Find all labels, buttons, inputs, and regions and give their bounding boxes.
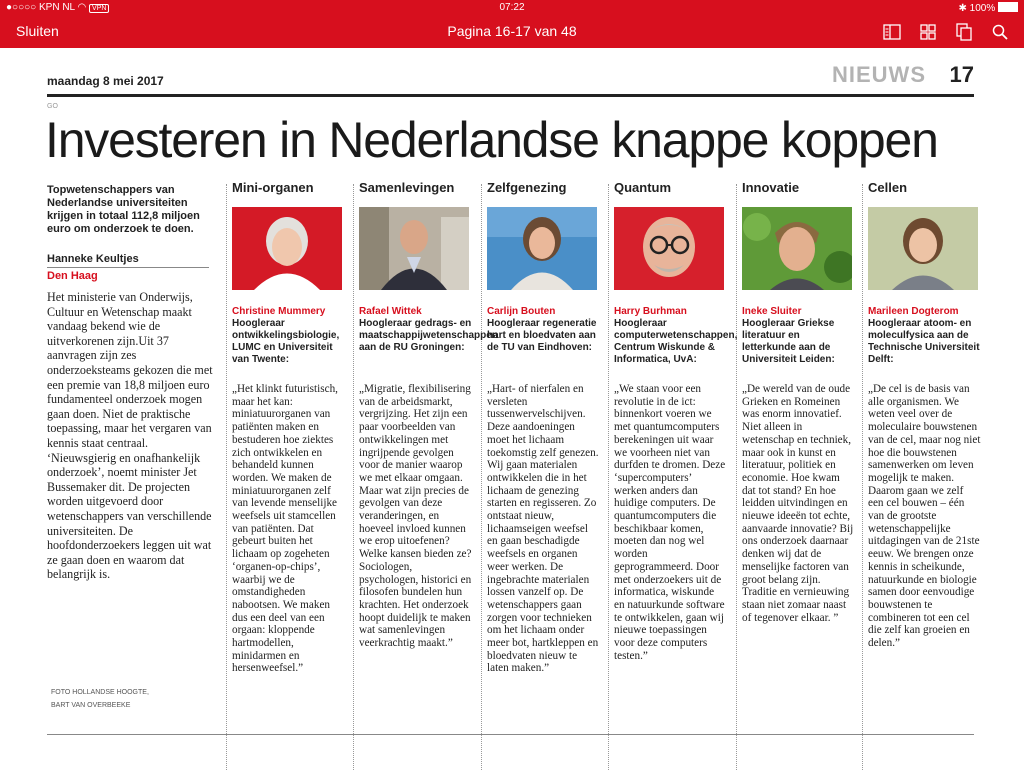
battery-percent: 100% — [969, 3, 996, 14]
column-divider — [481, 184, 483, 770]
column-topic: Quantum — [614, 180, 672, 195]
profile-role: Hoogleraar Griekse literatuur en letterkunde aan de Universiteit Leiden: — [742, 318, 835, 365]
profile-name: Marileen Dogterom — [868, 306, 959, 317]
profile-quote: „De cel is de basis van alle organismen. We weten veel over de moleculaire bouwstenen van de cel, maar nog niet hoe die bouwstenen samenwerken om leven mogelijk te maken. Daarom gaan we zelf een cel bouwen – één van de grootste wetenschappelijke uitdagingen van de 21ste eeuw. We brengen onze kennis in scheikunde, natuurkunde en biologie samen door eenvoudige bouwstenen te combineren tot een cel die zelf kan groeien en delen.” — [868, 383, 981, 650]
footer-rule — [47, 734, 974, 735]
photo-credit-line: BART VAN OVERBEEKE — [51, 702, 131, 709]
page-number: 17 — [949, 62, 974, 87]
photo-credit-line: FOTO HOLLANDSE HOOGTE, — [51, 689, 149, 696]
toolbar-tools — [882, 22, 1010, 42]
portrait-photo — [742, 207, 852, 290]
wifi-icon: ◠ — [77, 2, 87, 13]
header-rule — [47, 94, 974, 97]
profile-column — [868, 180, 981, 650]
reader-toolbar — [0, 16, 1024, 48]
column-topic: Samenlevingen — [359, 180, 455, 195]
lead-paragraph: Topwetenschappers van Nederlandse universiteiten krijgen in totaal 112,8 miljoen euro om onderzoek te doen. — [47, 184, 200, 235]
profile-role: Hoogleraar computerwetenschappen, Centrum Wiskunde & Informatica, UvA: — [614, 318, 738, 365]
profile-name: Ineke Sluiter — [742, 306, 802, 317]
column-topic: Innovatie — [742, 180, 800, 195]
status-right — [958, 2, 1018, 14]
portrait-photo — [868, 207, 978, 290]
clock: 07:22 — [499, 2, 525, 13]
profile-quote: „Hart- of nierfalen en versleten tussenwervelschijven. Deze aandoeningen moet het lichaam toekomstig zelf genezen. Wij gaan materialen ontwikkelen die in het lichaam de genezing starten en regisseren. Zo ontstaat nieuw, lichaamseigen weefsel en gaan beschadigde weefsels en organen weer werken. De ingebrachte materialen lossen vanzelf op. De wetenschappers gaan zorgen voor technieken om het lichaam onder meer bot, hartkleppen en bloedvaten nieuw te laten maken.” — [487, 383, 599, 675]
column-topic: Zelfgenezing — [487, 180, 567, 195]
profile-quote: „De wereld van de oude Grieken en Romeinen was enorm innovatief. Niet alleen in wetenschap en techniek, maar ook in kunst en literatuur, politiek en economie. Hoe kwam dat tot stand? En hoe leidden uitvindingen en nieuwe ideeën tot echte, aanvaarde innovatie? Bij ons onderzoek daarnaar denken wij dat de menselijke factoren van groot belang zijn. Traditie en vernieuwing staan niet zomaar naast of tegenover elkaar. ” — [742, 383, 854, 624]
profile-quote: „Het klinkt futuristisch, maar het kan: miniatuurorganen van patiënten maken en bestuderen hoe ziektes zich ontwikkelen en behandeld kunnen worden. We maken de miniatuurorganen zelf van levende menselijke weefsels uit stamcellen van patiënten. Dat gebeurt buiten het lichaam op zogeheten ‘organen-op-chips’, waarbij we de omstandigheden nabootsen. We maken dus een deel van een orgaan: kloppende hartmodellen, minidarmen en hersenweefsel.” — [232, 383, 338, 675]
profile-column — [487, 180, 600, 675]
profile-name: Rafael Wittek — [359, 306, 422, 317]
profile-role: Hoogleraar atoom- en moleculfysica aan de Technische Universiteit Delft: — [868, 318, 980, 365]
profile-column — [359, 180, 498, 650]
column-divider — [862, 184, 864, 770]
close-button[interactable]: Sluiten — [16, 23, 59, 39]
pages-icon[interactable] — [954, 22, 974, 42]
portrait-photo — [359, 207, 469, 290]
column-divider — [608, 184, 610, 770]
bluetooth-icon: ✱ — [958, 3, 967, 14]
page-indicator: Pagina 16-17 van 48 — [447, 23, 577, 39]
kicker: GO — [47, 103, 58, 110]
byline-rule — [47, 267, 209, 268]
column-divider — [226, 184, 228, 770]
profile-name: Harry Burhman — [614, 306, 687, 317]
profile-quote: „We staan voor een revolutie in de ict: binnenkort voeren we met quantumcomputers berekeningen uit waar we voorheen niet van durfden te dromen. Deze ‘supercomputers’ werken anders dan huidige computers. De quantumcomputers die beschikbaar komen, moeten dan nog wel worden geprogrammeerd. Door met onderzoekers uit de informatica, wiskunde en natuurkunde software te ontwikkelen, gaan wij nieuwe toepassingen voor deze computers testen.” — [614, 383, 726, 662]
column-divider — [736, 184, 738, 770]
column-divider — [353, 184, 355, 770]
status-bar — [0, 0, 1024, 16]
vpn-icon: VPN — [89, 4, 109, 13]
profile-role: Hoogleraar ontwikkelingsbiologie, LUMC en Universiteit van Twente: — [232, 318, 340, 365]
profile-name: Christine Mummery — [232, 306, 326, 317]
search-icon[interactable] — [990, 22, 1010, 42]
section-label: NIEUWS — [832, 62, 926, 87]
grid-icon[interactable] — [918, 22, 938, 42]
profile-column — [614, 180, 738, 662]
profile-name: Carlijn Bouten — [487, 306, 556, 317]
article-body: Het ministerie van Onderwijs, Cultuur en Wetenschap maakt vandaag bekend wie de uitverkorenen zijn.Uit 37 aanvragen zijn zes onderzoeksteams gekozen die met een premie van 18,8 miljoen euro fundamenteel onderzoek mogen gaan doen. Niet de praktische toepassing, maar het vergaren van kennis staat centraal. ‘Nieuwsgierig en onafhankelijk onderzoek’, noemt minister Jet Bussemaker dit. De projecten worden uitgevoerd door wetenschappers van verschillende universiteiten. De hoofdonderzoekers leggen uit wat ze gaan doen en waarom dat belangrijk is. — [47, 290, 213, 582]
signal-dots-icon: ●○○○○ — [6, 2, 37, 13]
photo-credit — [51, 686, 221, 712]
column-topic: Mini-organen — [232, 180, 314, 195]
profile-quote: „Migratie, flexibilisering van de arbeidsmarkt, vergrijzing. Het zijn een paar voorbeelden van ontwikkelingen met ingrijpende gevolgen voor de manier waarop we met elkaar omgaan. Maar wat zijn precies de gevolgen van deze veranderingen, en hoeveel invloed kunnen we erop uitoefenen? Welke kansen bieden ze? Sociologen, psychologen, historici en filosofen bundelen hun krachten. Het onderzoek hoopt duidelijk te maken wat samenlevingen veerkrachtig maakt.” — [359, 383, 472, 650]
profile-column — [742, 180, 855, 624]
portrait-photo — [487, 207, 597, 290]
profile-column — [232, 180, 345, 675]
newspaper-page — [0, 48, 1024, 767]
profile-role: Hoogleraar regeneratie hart en bloedvaten aan de TU van Eindhoven: — [487, 318, 597, 353]
byline-place: Den Haag — [47, 270, 98, 282]
portrait-photo — [232, 207, 342, 290]
portrait-photo — [614, 207, 724, 290]
headline: Investeren in Nederlandse knappe koppen — [45, 112, 938, 168]
column-topic: Cellen — [868, 180, 908, 195]
carrier-label: KPN NL — [38, 2, 75, 13]
byline-author: Hanneke Keultjes — [47, 253, 139, 265]
battery-icon — [998, 2, 1018, 12]
sidebar-icon[interactable] — [882, 22, 902, 42]
profile-role: Hoogleraar gedrags- en maatschappijwetenschappen aan de RU Groningen: — [359, 318, 498, 353]
issue-date: maandag 8 mei 2017 — [47, 74, 164, 88]
